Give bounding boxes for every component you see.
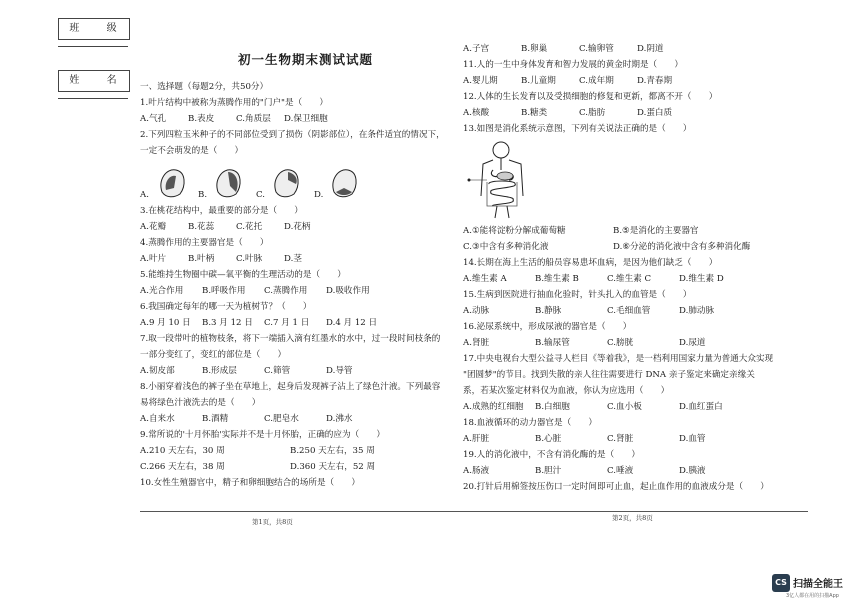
option: B.卵巢 bbox=[521, 44, 548, 54]
option: B.表皮 bbox=[188, 114, 215, 124]
option: D.花柄 bbox=[284, 222, 311, 232]
question-6-options bbox=[140, 316, 450, 332]
option: A.自来水 bbox=[140, 414, 175, 424]
option: B.儿童期 bbox=[521, 76, 556, 86]
option: B.输尿管 bbox=[535, 338, 570, 348]
option: D.茎 bbox=[284, 254, 302, 264]
question-13-options-2 bbox=[463, 240, 808, 256]
option: A.肾脏 bbox=[463, 338, 490, 348]
class-line bbox=[58, 46, 128, 47]
option: C.叶脉 bbox=[236, 254, 263, 264]
question-13-options-1 bbox=[463, 224, 808, 240]
option: B.形成层 bbox=[202, 366, 237, 376]
question-9-options-2 bbox=[140, 460, 450, 476]
option: D.吸收作用 bbox=[326, 286, 370, 296]
option: B.叶柄 bbox=[188, 254, 215, 264]
option: A.肠液 bbox=[463, 466, 490, 476]
question-16-options bbox=[463, 336, 808, 352]
option: B.静脉 bbox=[535, 306, 562, 316]
seed-b bbox=[217, 170, 240, 197]
watermark-subtitle: 3亿人都在用的扫描App bbox=[786, 593, 839, 599]
option: B.白细胞 bbox=[535, 402, 570, 412]
option: C.266 天左右，38 周 bbox=[140, 462, 225, 472]
question-17-line2: "团圆梦"的节目。找到失散的亲人往往需要进行 DNA 亲子鉴定来确定亲缘关 bbox=[463, 370, 755, 380]
option: A.肝脏 bbox=[463, 434, 490, 444]
question-17-line3: 系，若某次鉴定材料仅为血液，你认为应选用（ ） bbox=[463, 386, 670, 396]
option: A.动脉 bbox=[463, 306, 490, 316]
option: A. bbox=[140, 190, 149, 200]
option: D.阴道 bbox=[637, 44, 664, 54]
question-7-line1: 7.取一段带叶的植物枝条，将下一端插入滴有红墨水的水中，过一段时间枝条的 bbox=[140, 334, 441, 344]
question-8-options bbox=[140, 412, 450, 428]
option: D.胰液 bbox=[679, 466, 706, 476]
question-9-options-1 bbox=[140, 444, 450, 460]
option: A.子宫 bbox=[463, 44, 490, 54]
question-1: 1.叶片结构中被称为蒸腾作用的"门户"是（ ） bbox=[140, 98, 328, 108]
option: D. bbox=[314, 190, 324, 200]
option: D.蛋白质 bbox=[637, 108, 673, 118]
option: A.气孔 bbox=[140, 114, 167, 124]
name-label-box: 姓 名 bbox=[58, 70, 130, 92]
right-page-bottom-line bbox=[463, 511, 808, 512]
question-14: 14.长期在海上生活的船员容易患坏血病，是因为他们缺乏（ ） bbox=[463, 258, 718, 268]
option: D.360 天左右，52 周 bbox=[290, 462, 376, 472]
question-17-line1: 17.中央电视台大型公益寻人栏目《等着我》，是一档利用国家力量为普通大众实现 bbox=[463, 354, 774, 364]
option: D.导管 bbox=[326, 366, 353, 376]
question-10-options bbox=[463, 42, 808, 58]
page-number-left: 第1页，共8页 bbox=[252, 518, 293, 526]
seed-d bbox=[333, 170, 356, 197]
option: A.①能将淀粉分解成葡萄糖 bbox=[463, 226, 566, 236]
question-12-options bbox=[463, 106, 808, 122]
question-12: 12.人体的生长发育以及受损细胞的修复和更新，都离不开（ ） bbox=[463, 92, 718, 102]
question-1-options bbox=[140, 112, 450, 128]
option: B.酒精 bbox=[202, 414, 229, 424]
name-line bbox=[58, 98, 128, 99]
option: C.血小板 bbox=[607, 402, 642, 412]
digestive-system-diagram bbox=[467, 140, 547, 222]
question-4: 4.蒸腾作用的主要器官是（ ） bbox=[140, 238, 269, 248]
option: D.血管 bbox=[679, 434, 706, 444]
option: D.保卫细胞 bbox=[284, 114, 328, 124]
question-19-options bbox=[463, 464, 808, 480]
question-19: 19.人的消化液中，不含有消化酶的是（ ） bbox=[463, 450, 640, 460]
option: A.婴儿期 bbox=[463, 76, 498, 86]
corn-seed-illustrations bbox=[150, 160, 380, 200]
question-5-options bbox=[140, 284, 450, 300]
question-20: 20.打针后用棉签按压伤口一定时间即可止血，起止血作用的血液成分是（ ） bbox=[463, 482, 769, 492]
scanner-watermark bbox=[770, 572, 855, 602]
class-label-box: 班 级 bbox=[58, 18, 130, 40]
option: D.血红蛋白 bbox=[679, 402, 723, 412]
question-9: 9.常所说的'十月怀胎'实际并不是十月怀胎，正确的应为（ ） bbox=[140, 430, 385, 440]
option: D.⑥分泌的消化液中含有多种消化酶 bbox=[613, 242, 751, 252]
option: C.成年期 bbox=[579, 76, 614, 86]
question-5: 5.能维持生物圈中碳—氧平衡的生理活动的是（ ） bbox=[140, 270, 346, 280]
option: C.维生素 C bbox=[607, 274, 652, 284]
seed-figure-row bbox=[140, 160, 450, 204]
option: A.维生素 A bbox=[463, 274, 507, 284]
option: D.4 月 12 日 bbox=[326, 318, 378, 328]
question-18: 18.血液循环的动力器官是（ ） bbox=[463, 418, 597, 428]
option: A.光合作用 bbox=[140, 286, 184, 296]
option: C.角质层 bbox=[236, 114, 271, 124]
option: A.韧皮部 bbox=[140, 366, 175, 376]
option: C.7 月 1 日 bbox=[264, 318, 310, 328]
question-7-line2: 一部分变红了，变红的部位是（ ） bbox=[140, 350, 287, 360]
option: C.输卵管 bbox=[579, 44, 614, 54]
question-6: 6.我国确定每年的哪一天为植树节？（ ） bbox=[140, 302, 312, 312]
option: B.250 天左右，35 周 bbox=[290, 446, 375, 456]
question-4-options bbox=[140, 252, 450, 268]
option: B.呼吸作用 bbox=[202, 286, 246, 296]
option: D.肺动脉 bbox=[679, 306, 715, 316]
option: B.3 月 12 日 bbox=[202, 318, 253, 328]
question-15-options bbox=[463, 304, 808, 320]
option: C.③中含有多种消化液 bbox=[463, 242, 549, 252]
question-11: 11.人的一生中身体发育和智力发展的黄金时期是（ ） bbox=[463, 60, 683, 70]
option: B. bbox=[198, 190, 208, 200]
option: B.维生素 B bbox=[535, 274, 579, 284]
option: C.毛细血管 bbox=[607, 306, 651, 316]
section-heading: 一、选择题（每题2分，共50分） bbox=[140, 82, 269, 92]
question-10: 10.女性生殖器官中，精子和卵细胞结合的场所是（ ） bbox=[140, 478, 360, 488]
option: D.青春期 bbox=[637, 76, 673, 86]
left-column bbox=[140, 80, 450, 492]
digestive-figure-row bbox=[463, 138, 808, 224]
question-2-line1: 2.下列四粒玉米种子的不同部位受到了损伤（阴影部位），在条件适宜的情况下， bbox=[140, 130, 445, 140]
option: A.叶片 bbox=[140, 254, 167, 264]
question-2-line2: 一定不会萌发的是（ ） bbox=[140, 146, 244, 156]
question-3-options bbox=[140, 220, 450, 236]
seed-a bbox=[161, 170, 184, 197]
question-7-options bbox=[140, 364, 450, 380]
option: C.肥皂水 bbox=[264, 414, 299, 424]
question-18-options bbox=[463, 432, 808, 448]
option: A.成熟的红细胞 bbox=[463, 402, 524, 412]
option: B.胆汁 bbox=[535, 466, 562, 476]
option: D.沸水 bbox=[326, 414, 353, 424]
question-8-line2: 易将绿色汁液洗去的是（ ） bbox=[140, 398, 261, 408]
option: A.核酸 bbox=[463, 108, 490, 118]
question-16: 16.泌尿系统中，形成尿液的器官是（ ） bbox=[463, 322, 632, 332]
seed-c bbox=[275, 170, 298, 197]
option: B.花蕊 bbox=[188, 222, 215, 232]
right-column bbox=[463, 42, 808, 496]
page-number-right: 第2页，共8页 bbox=[612, 514, 653, 522]
option: D.尿道 bbox=[679, 338, 706, 348]
camscanner-logo-icon: CS bbox=[772, 574, 790, 592]
option: C.肾脏 bbox=[607, 434, 634, 444]
left-page-bottom-line bbox=[140, 511, 470, 512]
option: B.心脏 bbox=[535, 434, 562, 444]
question-17-options bbox=[463, 400, 808, 416]
option: A.花瓣 bbox=[140, 222, 167, 232]
watermark-name: 扫描全能王 bbox=[793, 579, 843, 590]
question-3: 3.在桃花结构中，最重要的部分是（ ） bbox=[140, 206, 303, 216]
option: C.筛管 bbox=[264, 366, 291, 376]
option: A.9 月 10 日 bbox=[140, 318, 191, 328]
option: C.唾液 bbox=[607, 466, 634, 476]
question-14-options bbox=[463, 272, 808, 288]
option: B.糖类 bbox=[521, 108, 548, 118]
option: C.蒸腾作用 bbox=[264, 286, 308, 296]
option: C.膀胱 bbox=[607, 338, 634, 348]
question-11-options bbox=[463, 74, 808, 90]
page-title: 初一生物期末测试试题 bbox=[238, 52, 374, 67]
question-13: 13.如图是消化系统示意图，下列有关说法正确的是（ ） bbox=[463, 124, 692, 134]
option: A.210 天左右，30 周 bbox=[140, 446, 225, 456]
question-8-line1: 8.小丽穿着浅色的裤子坐在草地上，起身后发现裤子沾上了绿色汁液。下列最容 bbox=[140, 382, 441, 392]
option: D.维生素 D bbox=[679, 274, 724, 284]
option: C.花托 bbox=[236, 222, 263, 232]
question-15: 15.生病到医院进行抽血化验时，针头扎入的血管是（ ） bbox=[463, 290, 692, 300]
option: C.脂肪 bbox=[579, 108, 606, 118]
option: C. bbox=[256, 190, 266, 200]
option: B.⑤是消化的主要器官 bbox=[613, 226, 699, 236]
